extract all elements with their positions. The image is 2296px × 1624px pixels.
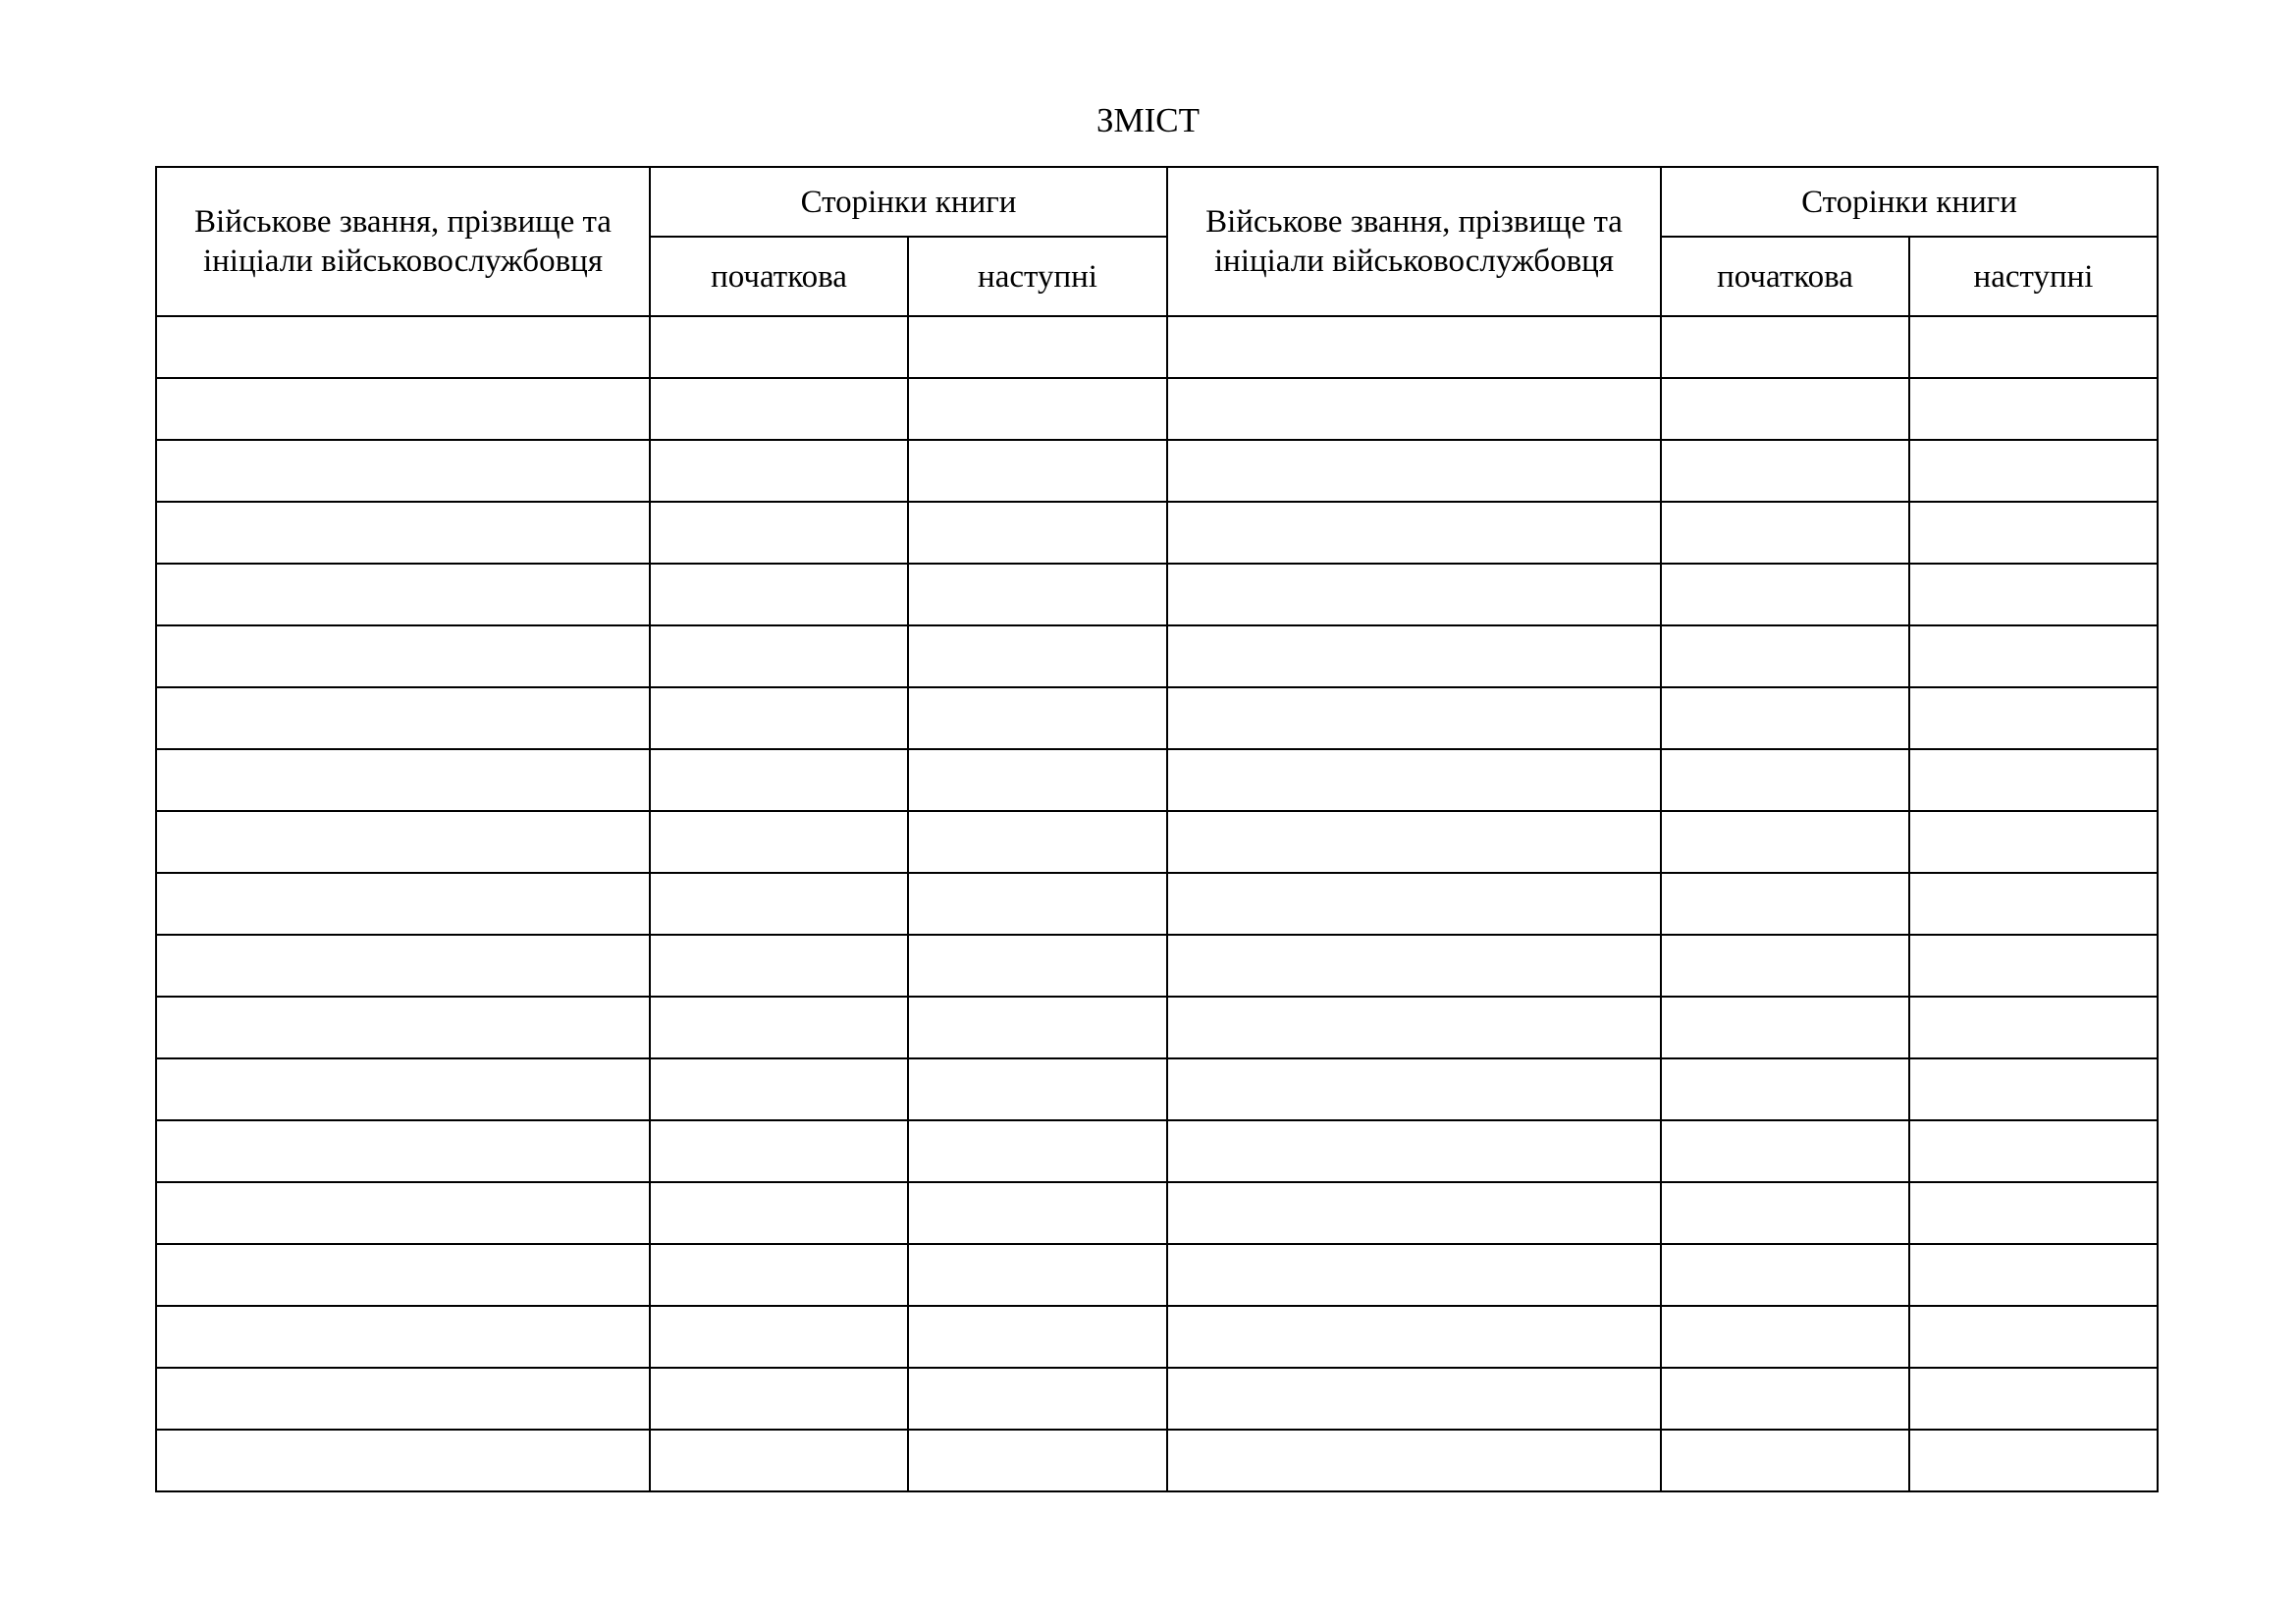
next-pages-cell-left [908,935,1167,997]
initial-page-cell-right [1661,316,1909,378]
initial-page-cell-left [650,687,908,749]
initial-page-cell-right [1661,811,1909,873]
next-pages-cell-right [1909,687,2158,749]
name-cell-right [1167,625,1661,687]
name-cell-right [1167,1244,1661,1306]
initial-page-cell-left [650,749,908,811]
next-pages-cell-left [908,1182,1167,1244]
name-cell-left [156,811,650,873]
next-pages-cell-right [1909,502,2158,564]
initial-page-cell-right [1661,935,1909,997]
initial-page-cell-right [1661,1244,1909,1306]
next-pages-cell-left [908,1244,1167,1306]
next-pages-cell-right [1909,1182,2158,1244]
next-pages-cell-right [1909,1244,2158,1306]
initial-page-cell-right [1661,749,1909,811]
contents-table [155,166,2159,1492]
next-pages-cell-right [1909,749,2158,811]
table-row [156,997,2158,1058]
name-cell-left [156,316,650,378]
pages-column-header-right: Сторінки книги [1661,167,2158,237]
table-row [156,1306,2158,1368]
next-pages-cell-left [908,997,1167,1058]
next-pages-cell-right [1909,873,2158,935]
initial-page-cell-right [1661,1120,1909,1182]
next-pages-cell-right [1909,1120,2158,1182]
name-cell-left [156,997,650,1058]
name-cell-left [156,502,650,564]
next-pages-header-left: наступні [908,237,1167,316]
table-row [156,316,2158,378]
initial-page-cell-left [650,440,908,502]
next-pages-cell-left [908,440,1167,502]
next-pages-cell-left [908,1120,1167,1182]
initial-page-cell-right [1661,1306,1909,1368]
table-row [156,502,2158,564]
name-cell-right [1167,1182,1661,1244]
name-cell-right [1167,1430,1661,1491]
name-cell-left [156,873,650,935]
name-cell-left [156,1430,650,1491]
next-pages-cell-right [1909,1430,2158,1491]
next-pages-cell-right [1909,1058,2158,1120]
name-cell-right [1167,749,1661,811]
next-pages-cell-right [1909,935,2158,997]
next-pages-cell-left [908,1368,1167,1430]
initial-page-header-right: початкова [1661,237,1909,316]
next-pages-cell-left [908,378,1167,440]
table-row [156,1058,2158,1120]
name-cell-left [156,749,650,811]
name-column-header-right: Військове звання, прізвище та ініціали військовослужбовця [1167,167,1661,316]
next-pages-cell-right [1909,1368,2158,1430]
next-pages-cell-right [1909,1306,2158,1368]
pages-column-header-left: Сторінки книги [650,167,1167,237]
initial-page-cell-left [650,378,908,440]
name-cell-left [156,1120,650,1182]
name-cell-right [1167,378,1661,440]
next-pages-cell-right [1909,378,2158,440]
name-cell-left [156,935,650,997]
next-pages-cell-left [908,316,1167,378]
name-cell-left [156,1058,650,1120]
next-pages-cell-left [908,873,1167,935]
initial-page-cell-left [650,564,908,625]
initial-page-cell-left [650,1182,908,1244]
next-pages-cell-left [908,1058,1167,1120]
name-cell-right [1167,1058,1661,1120]
next-pages-cell-right [1909,625,2158,687]
initial-page-cell-left [650,625,908,687]
initial-page-cell-left [650,1368,908,1430]
next-pages-cell-right [1909,811,2158,873]
next-pages-cell-right [1909,316,2158,378]
page-title: ЗМІСТ [1095,101,1201,139]
name-cell-right [1167,935,1661,997]
initial-page-cell-left [650,997,908,1058]
initial-page-cell-right [1661,625,1909,687]
next-pages-cell-left [908,625,1167,687]
initial-page-cell-right [1661,1368,1909,1430]
initial-page-cell-left [650,1306,908,1368]
next-pages-header-right: наступні [1909,237,2158,316]
name-cell-right [1167,811,1661,873]
name-cell-right [1167,440,1661,502]
table-row [156,749,2158,811]
name-cell-left [156,564,650,625]
initial-page-cell-right [1661,687,1909,749]
initial-page-cell-left [650,935,908,997]
initial-page-cell-left [650,1244,908,1306]
next-pages-cell-right [1909,997,2158,1058]
next-pages-cell-right [1909,564,2158,625]
name-cell-left [156,1368,650,1430]
initial-page-cell-left [650,811,908,873]
table-row [156,1244,2158,1306]
name-cell-right [1167,564,1661,625]
table-row [156,440,2158,502]
name-cell-right [1167,1306,1661,1368]
table-row [156,1430,2158,1491]
name-cell-left [156,1182,650,1244]
name-cell-left [156,378,650,440]
next-pages-cell-left [908,502,1167,564]
table-row [156,1120,2158,1182]
name-cell-right [1167,1120,1661,1182]
initial-page-cell-right [1661,1430,1909,1491]
table-row [156,687,2158,749]
name-cell-left [156,1306,650,1368]
initial-page-cell-left [650,1120,908,1182]
name-cell-right [1167,316,1661,378]
name-cell-right [1167,997,1661,1058]
table-row [156,811,2158,873]
table-row [156,378,2158,440]
next-pages-cell-right [1909,440,2158,502]
initial-page-cell-left [650,502,908,564]
initial-page-cell-right [1661,564,1909,625]
initial-page-cell-right [1661,502,1909,564]
next-pages-cell-left [908,811,1167,873]
next-pages-cell-left [908,1430,1167,1491]
initial-page-cell-right [1661,1058,1909,1120]
next-pages-cell-left [908,749,1167,811]
next-pages-cell-left [908,564,1167,625]
header-row-top [156,167,2158,237]
initial-page-cell-right [1661,378,1909,440]
table-row [156,625,2158,687]
initial-page-cell-right [1661,1182,1909,1244]
table-row [156,1182,2158,1244]
table-row [156,935,2158,997]
name-cell-left [156,440,650,502]
initial-page-cell-left [650,316,908,378]
name-cell-right [1167,873,1661,935]
initial-page-cell-right [1661,997,1909,1058]
name-column-header-left: Військове звання, прізвище та ініціали військовослужбовця [156,167,650,316]
name-cell-right [1167,687,1661,749]
initial-page-cell-left [650,873,908,935]
name-cell-left [156,1244,650,1306]
initial-page-header-left: початкова [650,237,908,316]
name-cell-left [156,625,650,687]
initial-page-cell-right [1661,440,1909,502]
table-body [156,316,2158,1491]
initial-page-cell-left [650,1058,908,1120]
table-row [156,564,2158,625]
name-cell-right [1167,1368,1661,1430]
next-pages-cell-left [908,687,1167,749]
initial-page-cell-left [650,1430,908,1491]
initial-page-cell-right [1661,873,1909,935]
table-row [156,1368,2158,1430]
name-cell-right [1167,502,1661,564]
table-row [156,873,2158,935]
next-pages-cell-left [908,1306,1167,1368]
name-cell-left [156,687,650,749]
